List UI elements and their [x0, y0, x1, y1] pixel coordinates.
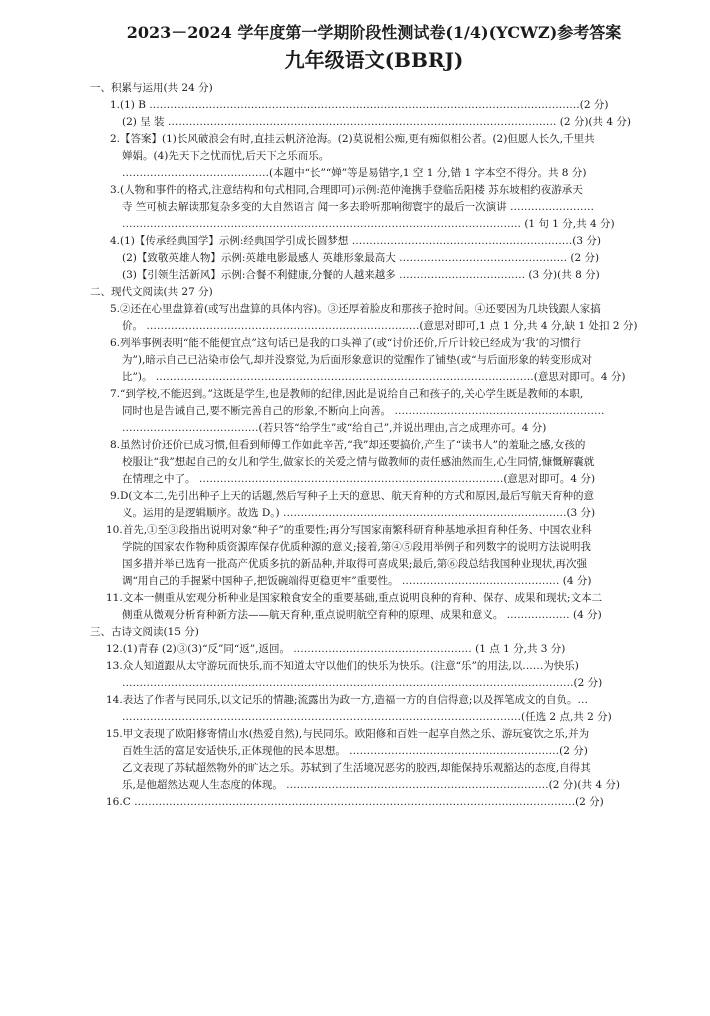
answer-line: 价。 ……………………………………………………………………(意思对即可,1 点 1 分,共 4 分,缺 1 处扣 2 分): [122, 320, 638, 332]
answer-line: …………………………………………………………………………………………………………………(2 分): [122, 677, 603, 689]
answer-line: 5.②还在心里盘算着(或写出盘算的具体内容)。③还厚着脸皮和那孩子抢时间。④还要因为几块钱跟人家搞: [110, 303, 601, 315]
answer-line: 为”),暗示自己已沾染市侩气,却并没察觉,为后面形象意识的觉醒作了铺垫(或“与后面形象的转变形成对: [122, 354, 592, 366]
answer-line: (2)【致敬英雄人物】示例:英雄电影最感人 英雄形象最高大 ………………………………………… (2 分): [122, 252, 600, 264]
answer-line: 8.虽然讨价还价已成习惯,但看到师傅工作如此辛苦,“我”却还要搞价,产生了“读书人”的羞耻之感,女孩的: [110, 439, 586, 451]
answer-line: 义。运用的是逻辑顺序。故选 D。) ………………………………………………………………………(3 分): [122, 507, 596, 519]
answer-line: (2) 呈 装 ………………………………………………………………………………………………… (2 分)(共 4 分): [122, 116, 631, 128]
answer-line: 11.文本一侧重从宏观分析种业是国家粮食安全的重要基础,重点说明良种的育种、保存、成果和现状;文本二: [106, 592, 603, 604]
answer-line: 4.(1)【传承经典国学】示例:经典国学引成长圆梦想 ………………………………………………………(3 分): [110, 235, 601, 247]
answer-line: 13.众人知道跟从太守游玩而快乐,而不知道太守以他们的快乐为快乐。(注意“乐”的用法,以……为快乐): [106, 660, 579, 672]
answer-line: 百姓生活的富足安适快乐,正体现他的民本思想。 ……………………………………………………(2 分): [122, 745, 588, 757]
section-heading: 一、积累与运用(共 24 分): [90, 82, 213, 94]
answer-line: 16.C ………………………………………………………………………………………………………………(2 分): [106, 796, 604, 808]
answer-line: ……………………………………(本题中“长”“婵”等是易错字,1 空 1 分,错 1 字本空不得分。共 8 分): [122, 167, 587, 179]
answer-line: 1.(1) B ……………………………………………………………………………………………………………(2 分): [110, 99, 609, 111]
answer-line: 侧重从微观分析育种新方法——航天育种,重点说明航空育种的原理、成果和意义。 ……………… (4 分): [122, 609, 602, 621]
answer-line: 同时也是告诫自己,要不断完善自己的形象,不断向上向善。 ……………………………………………………: [122, 405, 605, 417]
answer-line: 寺 竺可桢去解读那复杂多变的大自然语言 闻一多去聆听那响彻寰宇的最后一次演讲 ……………………: [122, 201, 595, 213]
page-title: 2023－2024 学年度第一学期阶段性测试卷(1/4)(YCWZ)参考答案: [126, 23, 622, 42]
answer-line: 9.D(文本二,先引出种子上天的话题,然后写种子上天的意思、航天育种的方式和原因,最后写航天育种的意: [110, 490, 595, 502]
section-heading: 三、古诗文阅读(15 分): [90, 626, 199, 638]
page-subtitle: 九年级语文(BBRJ): [284, 48, 464, 72]
answer-line: 婵娟。(4)先天下之忧而忧,后天下之乐而乐。: [122, 150, 330, 162]
answer-line: 10.首先,①至③段指出说明对象“种子”的重要性;再分写国家南繁科研育种基地承担育种任务、中国农业科: [106, 524, 592, 536]
answer-line: 6.列举事例表明“能不能便宜点”这句话已是我的口头禅了(或“讨价还价,斤斤计较已经成为‘我’的习惯行: [110, 337, 581, 349]
answer-line: 2.【答案】(1)长风破浪会有时,直挂云帆济沧海。(2)莫说相公痴,更有痴似相公者。(2)但愿人长久,千里共: [110, 133, 595, 145]
answer-line: 调“用自己的手握紧中国种子,把饭碗端得更稳更牢”重要性。 ……………………………………… (4 分): [122, 575, 592, 587]
answer-line: 12.(1)青春 (2)③(3)“反”同“返”,返回。 …………………………………………… (1 点 1 分,共 3 分): [106, 643, 566, 655]
answer-line: 乙文表现了苏轼超然物外的旷达之乐。苏轼到了生活境况恶劣的胶西,却能保持乐观豁达的态度,自得其: [122, 762, 591, 774]
answer-line: 15.甲文表现了欧阳修寄情山水(热爱自然),与民同乐。欧阳修和百姓一起享自然之乐、游玩宴饮之乐,并为: [106, 728, 590, 740]
section-heading: 二、现代文阅读(共 27 分): [90, 286, 213, 298]
answer-line: 乐,是他超然达观人生态度的体现。 …………………………………………………………………(2 分)(共 4 分): [122, 779, 620, 791]
answer-line: 学院的国家农作物种质资源库保存优质种源的意义;接着,第④⑤段用举例子和列数字的说明方法说明我: [122, 541, 591, 553]
answer-line: 7.“到学校,不能迟到。”这既是学生,也是教师的纪律,因此是说给自己和孩子的,关心学生既是教师的本职,: [110, 388, 584, 400]
answer-line: …………………………………………………………………………………………………… (1 句 1 分,共 4 分): [122, 218, 615, 230]
answer-line: 校服让“我”想起自己的女儿和学生,做家长的关爱之情与做教师的责任感油然而生,心生同情,慷慨解囊就: [122, 456, 595, 468]
answer-line: 国多措并举已选育一批高产优质多抗的新品种,并取得可喜成果;最后,第⑥段总结我国种业现状,再次强: [122, 558, 588, 570]
answer-line: …………………………………(若只答“给学生”或“给自己”,并说出理由,言之成理亦可。4 分): [122, 422, 547, 434]
answer-line: ……………………………………………………………………………………………………(任选 2 点,共 2 分): [122, 711, 612, 723]
answer-line: 比”)。 ………………………………………………………………………………………………(意思对即可。4 分): [122, 371, 626, 383]
answer-line: 3.(人物和事件的格式,注意结构和句式相同,合理即可)示例:范仲淹携手登临岳阳楼 苏东坡相约夜游承天: [110, 184, 583, 196]
answer-line: (3)【引领生活新风】示例:合餐不利健康,分餐的人越来越多 ……………………………… (3 分)(共 8 分): [122, 269, 600, 281]
answer-line: 14.表达了作者与民同乐,以文记乐的情趣;流露出为政一方,造福一方的自信得意;以及挥笔成文的自负。…: [106, 694, 588, 706]
answer-line: 在情理之中了。 ……………………………………………………………………………(意思对即可。4 分): [122, 473, 596, 485]
